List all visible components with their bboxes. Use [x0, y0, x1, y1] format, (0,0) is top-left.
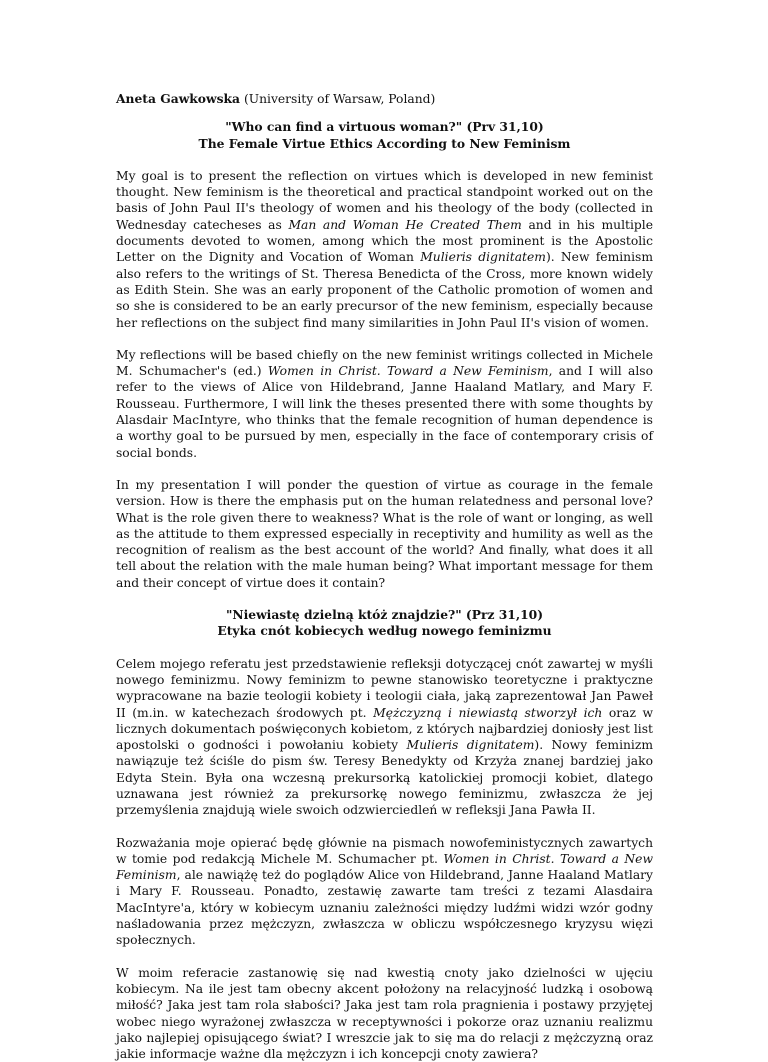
english-title	[116, 119, 653, 152]
document-title-italic: Mulieris dignitatem	[406, 738, 535, 753]
book-title-italic: Women in Christ. Toward a New Feminism	[267, 364, 549, 379]
author-name: Aneta Gawkowska	[116, 91, 241, 106]
polish-paragraph-3: W moim referacie zastanowię się nad kwestią cnoty jako dzielności w ujęciu kobiecym. Na ile jest tam obecny akcent położony na relacyjność ludzką i osobową miłość? Jaka jest tam rola słabości? Jaka jest tam rola pragnienia i postawy przyjętej wobec niego wyrażonej zwłaszcza w receptywności i pokorze oraz uznaniu realizmu jako najlepiej opisującego świat? I wreszcie jak to się ma do relacji z mężczyzną oraz jakie informacje ważne dla mężczyzn i ich koncepcji cnoty zawiera?	[116, 965, 653, 1062]
book-title-italic: Mężczyzną i niewiastą stworzył ich	[373, 705, 603, 720]
english-paragraph-3: In my presentation I will ponder the question of virtue as courage in the female version. How is there the emphasis put on the human relatedness and personal love? What is the role given there to weakness? What is the role of want or longing, as well as the attitude to them expressed especially in receptivity and humility as well as the recognition of realism as the best account of the world? And finally, what does it all tell about the relation with the male human being? What important message for them and their concept of virtue does it contain?	[116, 477, 653, 590]
polish-title	[116, 607, 653, 640]
english-title-line1: "Who can find a virtuous woman?" (Prv 31,10)	[225, 119, 544, 135]
document-title-italic: Mulieris dignitatem	[420, 250, 546, 265]
english-paragraph-2: My reflections will be based chiefly on the new feminist writings collected in Michele M. Schumacher's (ed.) Women in Christ. Toward a New Feminism, and I will also refer to the views of Alice von Hildebrand, Janne Haaland Matlary, and Mary F. Rousseau. Furthermore, I will link the theses presented there with some thoughts by Alasdair MacIntyre, who thinks that the female recognition of human dependence is a worthy goal to be pursued by men, especially in the face of contemporary crisis of social bonds.	[116, 347, 653, 460]
polish-title-line1: "Niewiastę dzielną któż znajdzie?" (Prz 31,10)	[225, 607, 544, 623]
polish-paragraph-1: Celem mojego referatu jest przedstawienie refleksji dotyczącej cnót zawartej w myśli nowego feminizmu. Nowy feminizm to pewne stanowisko teoretyczne i praktyczne wypracowane na bazie teologii kobiety i teologii ciała, jaką zaprezentował Jan Paweł II (m.in. w katechezach środowych pt. Mężczyzną i niewiastą stworzył ich oraz w licznych dokumentach poświęconych kobietom, z których najbardziej doniosły jest list apostolski o godności i powołaniu kobiety Mulieris dignitatem). Nowy feminizm nawiązuje też ściśle do pism św. Teresy Benedykty od Krzyża znanej bardziej jako Edyta Stein. Była ona wczesną prekursorką katolickiej promocji kobiet, dlatego uznawana jest również za prekursorkę nowego feminizmu, zwłaszcza że jej przemyślenia znajdują wiele swoich odzwierciedleń w refleksji Jana Pawła II.	[116, 656, 653, 818]
polish-title-line2: Etyka cnót kobiecych według nowego feminizmu	[217, 623, 552, 639]
author-affiliation: (University of Warsaw, Poland)	[243, 92, 436, 106]
english-paragraph-1: My goal is to present the reflection on virtues which is developed in new feminist thought. New feminism is the theoretical and practical standpoint worked out on the basis of John Paul II's theology of women and his theology of the body (collected in Wednesday catecheses as Man and Woman He Created Them and in his multiple documents devoted to women, among which the most prominent is the Apostolic Letter on the Dignity and Vocation of Woman Mulieris dignitatem). New feminism also refers to the writings of St. Theresa Benedicta of the Cross, more known widely as Edith Stein. She was an early proponent of the Catholic promotion of women and so she is considered to be an early precursor of the new feminism, especially because her reflections on the subject find many similarities in John Paul II's vision of women.	[116, 168, 653, 330]
book-title-italic: Man and Woman He Created Them	[288, 217, 522, 232]
english-title-line2: The Female Virtue Ethics According to New Feminism	[198, 135, 571, 151]
author-line	[116, 91, 653, 107]
book-title-italic: Women in Christ. Toward a New Feminism	[116, 851, 653, 883]
polish-paragraph-2: Rozważania moje opierać będę głównie na pismach nowofeministycznych zawartych w tomie pod redakcją Michele M. Schumacher pt. Women in Christ. Toward a New Feminism, ale nawiążę też do poglądów Alice von Hildebrand, Janne Haaland Matlary i Mary F. Rousseau. Ponadto, zestawię zawarte tam treści z tezami Alasdaira MacIntyre'a, który w kobiecym uznaniu zależności między ludźmi widzi wzór godny naśladowania przez mężczyzn, zwłaszcza w obliczu współczesnego kryzysu więzi społecznych.	[116, 835, 653, 948]
